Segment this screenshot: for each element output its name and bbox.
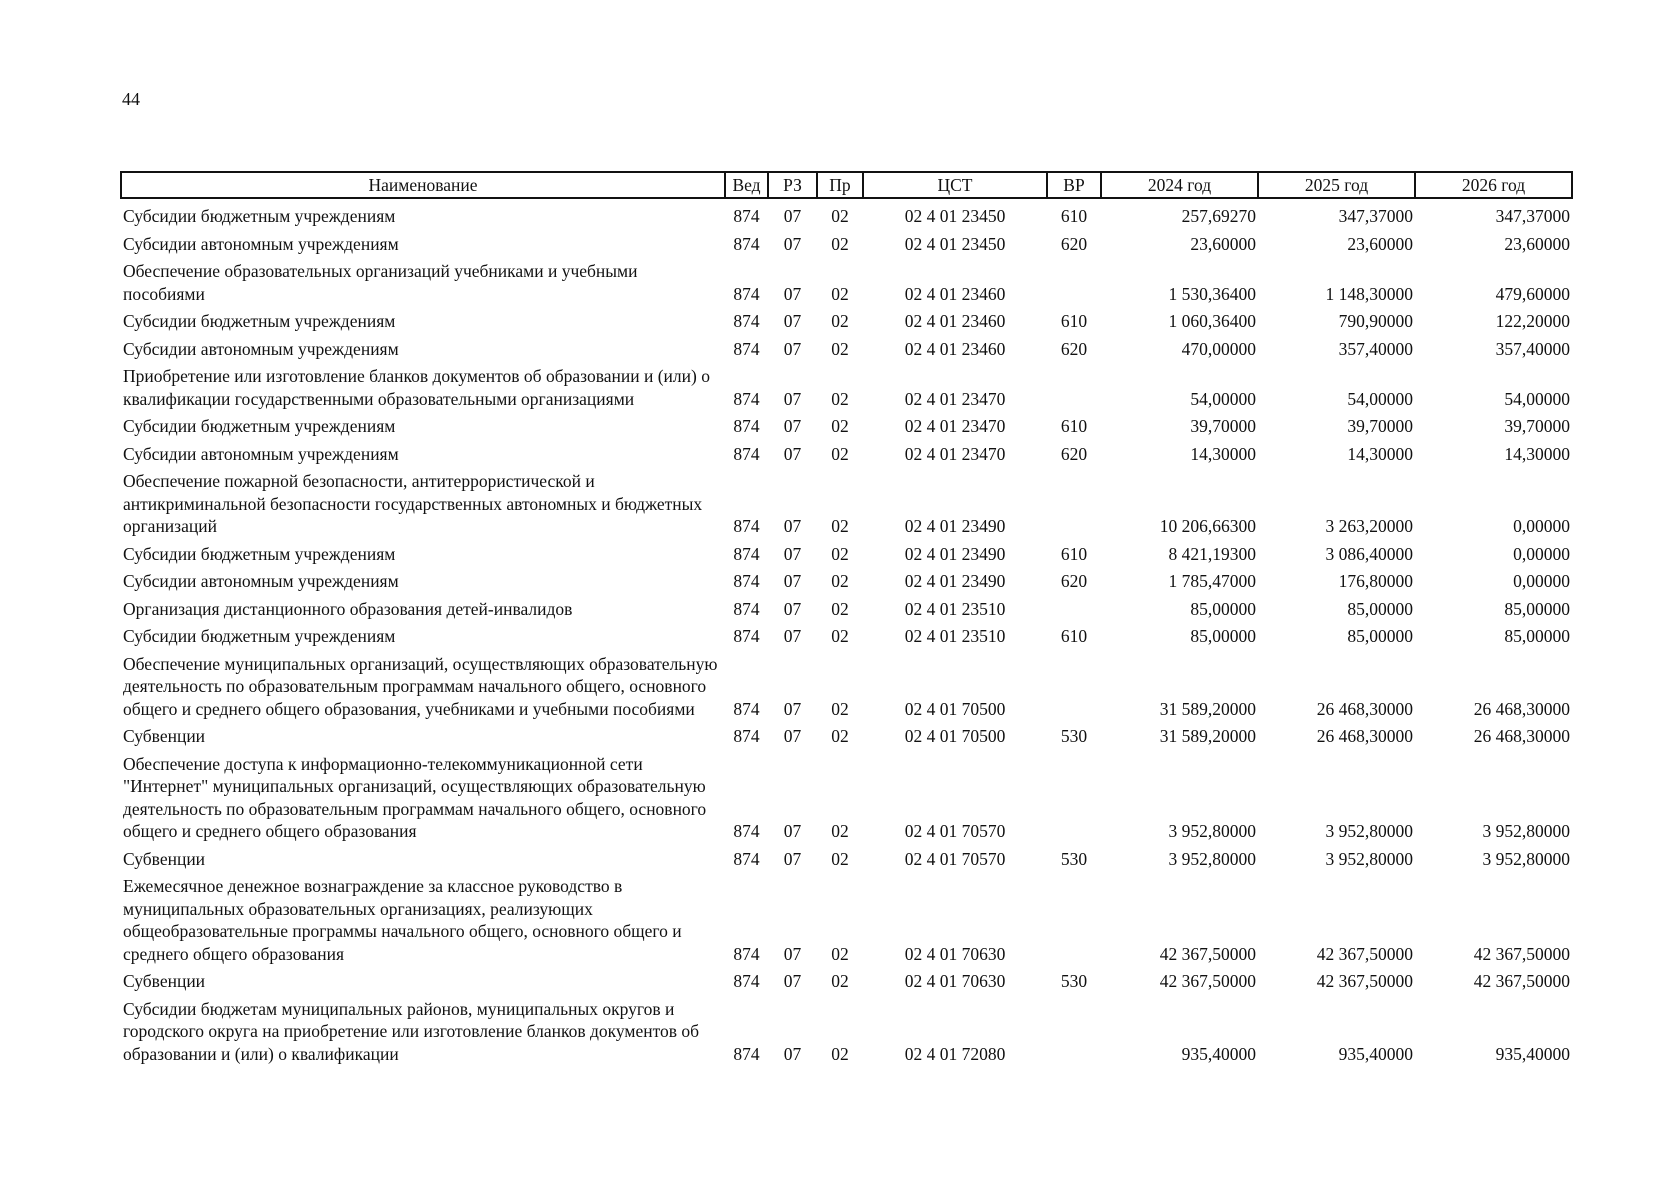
header-name: Наименование xyxy=(121,172,725,198)
row-name: Обеспечение образовательных организаций учебниками и учебными пособиями xyxy=(123,261,638,304)
row-vr xyxy=(1047,648,1101,721)
table-body xyxy=(121,198,1572,1065)
row-value-2024: 31 589,20000 xyxy=(1159,726,1256,746)
row-name: Субсидии бюджетам муниципальных районов, муниципальных округов и городского округа на приобретение или изготовление бланков документов об образовании и (или) о квалификации xyxy=(123,998,700,1064)
row-pr: 02 xyxy=(831,726,849,746)
row-value-2025: 935,40000 xyxy=(1338,1043,1413,1064)
row-rz: 07 xyxy=(783,338,802,359)
row-value-2025: 42 367,50000 xyxy=(1316,971,1413,991)
row-value-2026: 26 468,30000 xyxy=(1473,726,1570,746)
row-value-2026: 42 367,50000 xyxy=(1473,943,1570,964)
header-vr: ВР xyxy=(1047,172,1101,198)
row-value-2026: 42 367,50000 xyxy=(1473,971,1570,991)
row-pr: 02 xyxy=(831,698,849,719)
row-value-2026: 122,20000 xyxy=(1495,311,1570,331)
row-cst: 02 4 01 70630 xyxy=(904,943,1006,964)
row-rz: 07 xyxy=(783,971,802,991)
row-cst: 02 4 01 70500 xyxy=(904,698,1006,719)
row-value-2024: 10 206,66300 xyxy=(1159,516,1256,536)
row-vr: 620 xyxy=(1060,338,1088,359)
row-ved: 874 xyxy=(733,388,760,409)
table-row xyxy=(121,305,1572,333)
table-row xyxy=(121,593,1572,621)
row-value-2024: 23,60000 xyxy=(1190,233,1256,254)
row-value-2026: 39,70000 xyxy=(1504,416,1570,436)
row-cst: 02 4 01 23490 xyxy=(904,571,1006,591)
row-pr: 02 xyxy=(831,598,849,619)
row-name: Субсидии автономным учреждениям xyxy=(123,338,399,359)
row-value-2026: 935,40000 xyxy=(1495,1043,1570,1064)
row-ved: 874 xyxy=(733,1043,760,1064)
table-row xyxy=(121,333,1572,361)
row-vr xyxy=(1047,593,1101,621)
row-ved: 874 xyxy=(733,516,760,536)
row-vr: 620 xyxy=(1060,443,1088,464)
table-row xyxy=(121,843,1572,871)
row-ved: 874 xyxy=(733,821,760,841)
row-name: Обеспечение муниципальных организаций, осуществляющих образовательную деятельность по образовательным программам начального общего, основного общего и среднего общего образования, учебниками и учебными пособиями xyxy=(123,653,718,719)
row-value-2024: 935,40000 xyxy=(1181,1043,1256,1064)
row-pr: 02 xyxy=(831,943,849,964)
row-cst: 02 4 01 23470 xyxy=(904,416,1006,436)
row-name: Субвенции xyxy=(123,848,206,869)
row-name: Субсидии автономным учреждениям xyxy=(123,233,399,254)
row-cst: 02 4 01 70500 xyxy=(904,726,1006,746)
row-ved: 874 xyxy=(733,311,760,331)
row-vr xyxy=(1047,748,1101,843)
row-pr: 02 xyxy=(831,543,849,564)
row-value-2025: 1 148,30000 xyxy=(1325,283,1413,304)
row-pr: 02 xyxy=(831,206,849,226)
row-value-2026: 347,37000 xyxy=(1495,206,1570,226)
row-rz: 07 xyxy=(783,388,802,409)
row-pr: 02 xyxy=(831,848,849,869)
row-rz: 07 xyxy=(783,233,802,254)
row-name: Субсидии бюджетным учреждениям xyxy=(123,416,396,436)
row-value-2026: 0,00000 xyxy=(1513,516,1570,536)
row-value-2024: 3 952,80000 xyxy=(1168,848,1256,869)
row-ved: 874 xyxy=(733,848,760,869)
header-rz: РЗ xyxy=(768,172,817,198)
table-row xyxy=(121,438,1572,466)
row-value-2024: 8 421,19300 xyxy=(1168,543,1256,564)
row-name: Субсидии бюджетным учреждениям xyxy=(123,206,396,226)
row-name: Субвенции xyxy=(123,726,206,746)
row-name: Ежемесячное денежное вознаграждение за классное руководство в муниципальных образовательных организациях, реализующих общеобразовательные программы начального общего, основного общего и среднего общего образования xyxy=(123,876,682,964)
row-ved: 874 xyxy=(733,416,760,436)
row-rz: 07 xyxy=(783,821,802,841)
row-value-2026: 479,60000 xyxy=(1495,283,1570,304)
row-name: Обеспечение пожарной безопасности, антитеррористической и антикриминальной безопасности государственных автономных и бюджетных организаций xyxy=(123,471,703,536)
row-value-2025: 85,00000 xyxy=(1347,598,1413,619)
row-value-2026: 0,00000 xyxy=(1513,543,1570,564)
row-value-2026: 357,40000 xyxy=(1495,338,1570,359)
row-rz: 07 xyxy=(783,416,802,436)
row-ved: 874 xyxy=(733,543,760,564)
row-rz: 07 xyxy=(783,848,802,869)
row-ved: 874 xyxy=(733,206,760,226)
row-vr: 530 xyxy=(1060,971,1088,991)
row-value-2026: 14,30000 xyxy=(1504,443,1570,464)
row-vr xyxy=(1047,255,1101,305)
row-ved: 874 xyxy=(733,443,760,464)
row-pr: 02 xyxy=(831,283,849,304)
table-row xyxy=(121,648,1572,721)
row-cst: 02 4 01 70570 xyxy=(904,848,1006,869)
table-row xyxy=(121,360,1572,410)
row-pr: 02 xyxy=(831,443,849,464)
table-row xyxy=(121,565,1572,593)
table-row xyxy=(121,198,1572,228)
row-name: Субсидии автономным учреждениям xyxy=(123,443,399,464)
row-value-2024: 1 530,36400 xyxy=(1168,283,1256,304)
row-value-2024: 54,00000 xyxy=(1190,388,1256,409)
row-value-2025: 26 468,30000 xyxy=(1316,698,1413,719)
row-value-2025: 176,80000 xyxy=(1338,571,1413,591)
row-ved: 874 xyxy=(733,971,760,991)
row-rz: 07 xyxy=(783,698,802,719)
row-rz: 07 xyxy=(783,726,802,746)
row-value-2024: 470,00000 xyxy=(1181,338,1256,359)
row-value-2026: 85,00000 xyxy=(1504,626,1570,646)
row-value-2025: 39,70000 xyxy=(1347,416,1413,436)
table-row xyxy=(121,748,1572,843)
row-vr xyxy=(1047,870,1101,965)
row-cst: 02 4 01 23510 xyxy=(904,626,1006,646)
row-value-2024: 14,30000 xyxy=(1190,443,1256,464)
row-value-2024: 3 952,80000 xyxy=(1168,821,1256,841)
row-pr: 02 xyxy=(831,821,849,841)
row-value-2025: 85,00000 xyxy=(1347,626,1413,646)
row-ved: 874 xyxy=(733,943,760,964)
row-value-2025: 42 367,50000 xyxy=(1316,943,1413,964)
row-rz: 07 xyxy=(783,311,802,331)
row-value-2026: 26 468,30000 xyxy=(1473,698,1570,719)
row-cst: 02 4 01 23460 xyxy=(904,283,1006,304)
row-ved: 874 xyxy=(733,726,760,746)
row-name: Обеспечение доступа к информационно-телекоммуникационной сети "Интернет" муниципальных организаций, осуществляющих образовательную деятельность по образовательным программам начального общего, основного общего и среднего общего образования xyxy=(123,753,707,841)
row-value-2025: 357,40000 xyxy=(1338,338,1413,359)
row-rz: 07 xyxy=(783,598,802,619)
row-vr xyxy=(1047,993,1101,1066)
row-ved: 874 xyxy=(733,283,760,304)
row-cst: 02 4 01 23450 xyxy=(904,233,1006,254)
row-cst: 02 4 01 23490 xyxy=(904,543,1006,564)
row-value-2024: 85,00000 xyxy=(1190,626,1256,646)
table-row xyxy=(121,993,1572,1066)
row-cst: 02 4 01 23450 xyxy=(904,206,1006,226)
row-pr: 02 xyxy=(831,971,849,991)
row-name: Субсидии бюджетным учреждениям xyxy=(123,311,396,331)
row-value-2025: 26 468,30000 xyxy=(1316,726,1413,746)
row-rz: 07 xyxy=(783,1043,802,1064)
row-value-2025: 3 086,40000 xyxy=(1325,543,1413,564)
row-value-2024: 257,69270 xyxy=(1181,206,1256,226)
row-value-2024: 39,70000 xyxy=(1190,416,1256,436)
row-name: Приобретение или изготовление бланков документов об образовании и (или) о квалификации государственными образовательными организациями xyxy=(123,366,710,409)
table-row xyxy=(121,410,1572,438)
table-header-row xyxy=(121,172,1572,198)
table-row xyxy=(121,538,1572,566)
row-rz: 07 xyxy=(783,626,802,646)
row-pr: 02 xyxy=(831,388,849,409)
header-2026: 2026 год xyxy=(1415,172,1572,198)
row-ved: 874 xyxy=(733,626,760,646)
row-pr: 02 xyxy=(831,571,849,591)
row-value-2026: 54,00000 xyxy=(1504,388,1570,409)
table-row xyxy=(121,720,1572,748)
header-ved: Вед xyxy=(725,172,768,198)
row-value-2025: 3 952,80000 xyxy=(1325,821,1413,841)
row-vr: 530 xyxy=(1060,848,1088,869)
row-value-2025: 3 952,80000 xyxy=(1325,848,1413,869)
row-value-2026: 3 952,80000 xyxy=(1482,821,1570,841)
row-ved: 874 xyxy=(733,571,760,591)
row-vr: 620 xyxy=(1060,233,1088,254)
row-value-2024: 85,00000 xyxy=(1190,598,1256,619)
row-vr: 610 xyxy=(1060,626,1088,646)
row-pr: 02 xyxy=(831,626,849,646)
row-value-2024: 42 367,50000 xyxy=(1159,971,1256,991)
header-2025: 2025 год xyxy=(1258,172,1415,198)
row-name: Организация дистанционного образования детей-инвалидов xyxy=(123,598,573,619)
table-row xyxy=(121,870,1572,965)
row-vr xyxy=(1047,360,1101,410)
row-cst: 02 4 01 70570 xyxy=(904,821,1006,841)
row-rz: 07 xyxy=(783,206,802,226)
row-name: Субсидии бюджетным учреждениям xyxy=(123,543,396,564)
header-pr: Пр xyxy=(817,172,863,198)
row-cst: 02 4 01 70630 xyxy=(904,971,1006,991)
row-vr: 610 xyxy=(1060,416,1088,436)
row-pr: 02 xyxy=(831,311,849,331)
row-ved: 874 xyxy=(733,338,760,359)
table-row xyxy=(121,255,1572,305)
row-value-2025: 54,00000 xyxy=(1347,388,1413,409)
row-vr: 620 xyxy=(1060,571,1088,591)
row-vr: 610 xyxy=(1060,543,1088,564)
row-vr: 610 xyxy=(1060,206,1088,226)
row-value-2024: 1 060,36400 xyxy=(1168,311,1256,331)
row-pr: 02 xyxy=(831,233,849,254)
row-value-2025: 3 263,20000 xyxy=(1325,516,1413,536)
page-number: 44 xyxy=(122,89,140,109)
row-rz: 07 xyxy=(783,943,802,964)
row-name: Субсидии бюджетным учреждениям xyxy=(123,626,396,646)
row-value-2024: 42 367,50000 xyxy=(1159,943,1256,964)
row-value-2024: 31 589,20000 xyxy=(1159,698,1256,719)
row-vr: 530 xyxy=(1060,726,1088,746)
row-cst: 02 4 01 23490 xyxy=(904,516,1006,536)
row-value-2026: 3 952,80000 xyxy=(1482,848,1570,869)
row-name: Субвенции xyxy=(123,971,206,991)
row-ved: 874 xyxy=(733,598,760,619)
row-cst: 02 4 01 23510 xyxy=(904,598,1006,619)
table-row xyxy=(121,965,1572,993)
row-value-2026: 0,00000 xyxy=(1513,571,1570,591)
row-rz: 07 xyxy=(783,543,802,564)
table-row xyxy=(121,620,1572,648)
row-name: Субсидии автономным учреждениям xyxy=(123,571,399,591)
budget-table xyxy=(120,171,1573,1065)
row-pr: 02 xyxy=(831,338,849,359)
row-cst: 02 4 01 72080 xyxy=(904,1043,1006,1064)
header-cst: ЦСТ xyxy=(863,172,1047,198)
row-rz: 07 xyxy=(783,443,802,464)
row-ved: 874 xyxy=(733,233,760,254)
row-rz: 07 xyxy=(783,283,802,304)
row-cst: 02 4 01 23470 xyxy=(904,388,1006,409)
row-value-2026: 85,00000 xyxy=(1504,598,1570,619)
row-ved: 874 xyxy=(733,698,760,719)
row-cst: 02 4 01 23470 xyxy=(904,443,1006,464)
row-pr: 02 xyxy=(831,416,849,436)
row-vr: 610 xyxy=(1060,311,1088,331)
row-vr xyxy=(1047,465,1101,538)
row-rz: 07 xyxy=(783,571,802,591)
row-cst: 02 4 01 23460 xyxy=(904,338,1006,359)
row-pr: 02 xyxy=(831,516,849,536)
row-value-2025: 23,60000 xyxy=(1347,233,1413,254)
table-row xyxy=(121,465,1572,538)
row-value-2025: 14,30000 xyxy=(1347,443,1413,464)
row-rz: 07 xyxy=(783,516,802,536)
row-value-2025: 347,37000 xyxy=(1338,206,1413,226)
header-2024: 2024 год xyxy=(1101,172,1258,198)
table-row xyxy=(121,228,1572,256)
row-pr: 02 xyxy=(831,1043,849,1064)
row-cst: 02 4 01 23460 xyxy=(904,311,1006,331)
row-value-2024: 1 785,47000 xyxy=(1168,571,1256,591)
row-value-2025: 790,90000 xyxy=(1338,311,1413,331)
row-value-2026: 23,60000 xyxy=(1504,233,1570,254)
